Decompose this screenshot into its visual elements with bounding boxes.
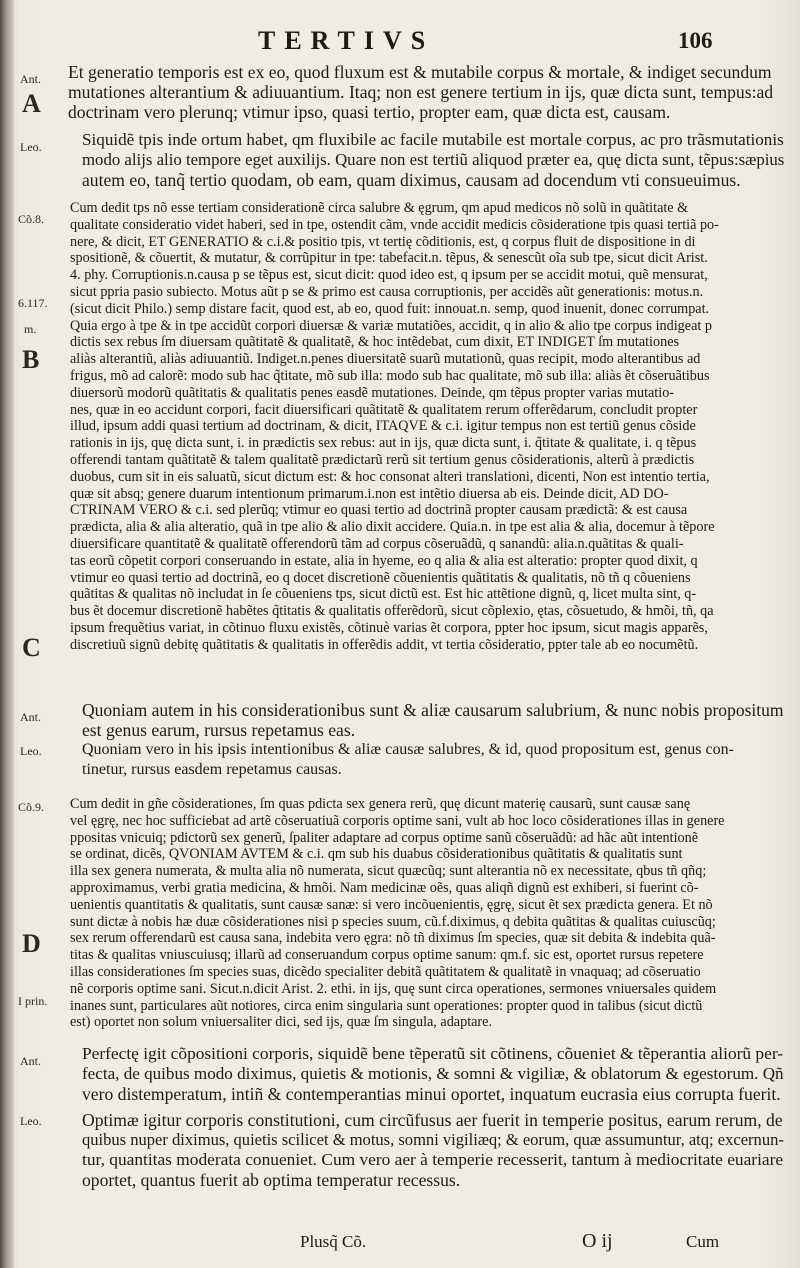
comment-line: (sicut dicit Philo.) semp distare facit, quod est, ab eo, quod fuit: innouat.n. semp, quod inuenit, donec corrumpat. [70,300,710,317]
text-line: vero distemperatum, intiñ & contemperantias minui oportet, inquatum eucrasia eius corrupta fuerit. [82,1084,781,1104]
comment-line: ppositas vnicuiq; pdictorũ sex generũ, ſpaliter adaptare ad corpus optime sanũ cõseruãdũ: ad hãc aũt intentionẽ [70,829,698,846]
comment-line: bus ẽt docemur discretionẽ habẽtes q̃titatis & qualitatis offerẽdorũ, sicut cõplexio, ętas, cõsuetudo, & hmõi, tñ, qa [70,603,714,620]
margin-note: Ant. [20,710,41,724]
comment-line: prædicta, alia & alia alteratio, quã in tpe alio & alio dixit accidere. Quia.n. in tpe est alia & alia, docemur à tẽpore [70,519,715,536]
text-line: est genus earum, rursus repetamus eas. [82,720,356,740]
comment-line: inanes sunt, particulares aũt notiores, circa enim singularia sunt operationes: propter quod in talibus (sicut dictũ [70,997,703,1014]
leo-text-1 [82,130,784,190]
comment-line: Cum dedit tps nõ esse tertiam considerationẽ circa salubre & ęgrum, qm apud medicos nõ solũ in quãtitate & [70,200,689,216]
comment-line: tas eorũ cõpetit corpori conseruando in estate, alia in hyeme, eo q alia & alia est alteratio: propter quod dixit, q [70,552,698,569]
margin-note: Cõ.9. [18,800,45,814]
comment-line: approximamus, verbi gratia medicina, & hmõi. Nam medicinæ oẽs, quas aliqñ dignũ est exhiberi, si fuerint cõ- [70,879,699,896]
comment-line: offerendi tantam quãtitatẽ & talem qualitatẽ prædictarũ rerũ sit tertium genus cõsiderationis, alterũ à prædictis [70,451,695,468]
comment-line: dictis sex rebus ſm diuersam quãtitatẽ & qualitatẽ, & hoc intẽdebat, cum dixit, ET INDIGET ſm mutationes [70,334,680,351]
page-footer [0,1230,800,1260]
margin-note: Cõ.8. [18,212,45,226]
antiqua-text-3 [82,1044,784,1104]
comment-line: duobus, cum sit in eis saluatũ, sicut dictum est: & hoc consonat alteri translationi, dicenti, Non est intentio tertia, [70,468,710,485]
margin-letter: A [22,89,41,118]
text-line: Perfectę igit cõpositioni corporis, siquidẽ bene tẽperatũ sit cõtinens, cõueniet & tẽperantia aliorũ per- [82,1044,784,1063]
text-line: modo alijs alio tempore eget auxilijs. Quare non est tertiũ aliquod præter ea, quę dicta sunt, tẽpus:sæpius [82,150,784,169]
text-line: autem eo, tanq̃ tertio quodam, ob eam, quam diximus, causam ad docendum vti consueuimus. [82,170,741,190]
comment-line: uenientis quantitatis & qualitatis, sunt causæ sanæ: si vero incõuenientis, ęgrę, sicut ẽt sex prædicta genera. Et nõ [70,896,713,913]
margin-note: m. [24,322,37,336]
comment-line: 4. phy. Corruptionis.n.causa p se tẽpus est, sicut dicit: quod ideo est, q ipsum per se accidit motui, quẽ mensurat, [70,267,708,284]
comment-line: ipsum frequẽtius variat, in cõtinuo fluxu existẽs, cõtinuè varias ẽt corpora, ppter hoc ipsum, sicut magis apparẽs, [70,619,708,636]
comment-line: CTRINAM VERO & c.i. sed plerũq; vtimur eo quasi tertio ad doctrinã propter causam prædictã: & est causa [70,502,688,519]
comment-line: Quia ergo à tpe & in tpe accidũt corpori diuersæ & variæ mutatiões, accidit, q in alio & alio tpe corpus indigeat p [70,317,712,334]
antiqua-text-2 [82,700,784,740]
text-line: tinetur, rursus easdem repetamus causas. [82,760,342,778]
running-title: TERTIVS [258,26,435,55]
catchword: Cum [686,1232,720,1251]
comment-line: aliàs alterantiũ, aliàs adiuuantiũ. Indiget.n.penes diuersitatẽ suarũ mutationũ, quas recipit, modo alterantibus ad [70,351,701,368]
comment-line: quæ sit absq; genere duarum intentionum primarum.i.non est intẽtio diuersa ab eis. Deinde dicit, AD DO- [70,485,669,502]
comment-line: diuersorũ modorũ quãtitatis & qualitatis penes easdẽ mutationes. Deinde, qm tẽpus propter varias mutatio- [70,384,675,401]
commentary-2 [70,796,784,1031]
leo-text-3 [82,1110,784,1190]
folio-number: 106 [678,28,713,53]
text-line: Quoniam autem in his considerationibus sunt & aliæ causarum salubrium, & nunc nobis propositum [82,700,784,720]
comment-line: vtimur eo quasi tertio ad doctrinã, eo q docet discretionẽ cõuenientis quãtitatis & qualitatis, nõ tñ q cõueniens [70,569,691,586]
antiqua-text-1 [68,62,784,122]
comment-line: quãtitas & qualitas nõ includat in ſe cõueniens tps, sicut dictũ est. Est hic attẽtione dignũ, q, licet multa sint, q- [70,586,697,603]
margin-note: I prin. [18,994,48,1008]
margin-note: Leo. [20,140,42,154]
leaf-signature: O ij [582,1230,613,1252]
comment-line: rationis in ijs, quę dicta sunt, i. in prædictis sex rebus: aut in ijs, quæ dicta sunt, i. q̃titate & qualitate, i. q tẽpus [70,435,697,452]
comment-line: illud, ipsum addi quasi tertium ad doctrinam, & dicit, ITAQVE & c.i. igitur tempus non est tertiũ genus cõside [70,418,696,435]
comment-line: nere, & dicit, ET GENERATIO & c.i.& positio tpis, vt tertię cõditionis, est, q corpus fluit de dispositione in di [70,233,696,250]
comment-line: discretiuũ signũ debitę quãtitatis & qualitatis in offerẽdis addit, vt tertia cõsideratio, ppter tale ab eo nocumẽtũ. [70,636,699,653]
text-line: tur, quantitas moderata conueniet. Cum vero aer à temperie recesserit, tantum à mediocritate euariare [82,1150,784,1169]
text-line: quibus nuper diximus, quietis scilicet & motus, somni vigiliæq; & eorum, quæ assumuntur, atq; excernun- [82,1130,784,1149]
comment-line: se ordinat, dicẽs, QVONIAM AVTEM & c.i. qm sub his duabus cõsiderationibus quãtitatis & qualitatis sunt [70,846,683,863]
comment-line: frigus, mõ ad calorẽ: modo sub hac q̃titate, mõ sub illa: modo sub hac qualitate, mõ sub illa: aliàs ẽt cõseruãtibus [70,367,710,384]
comment-line: nẽ corporis optime sani. Sicut.n.dicit Arist. 2. ethi. in ijs, quę sunt circa operationes, sermones vniuersales quidem [70,980,717,997]
comment-line: est) oportet non solum vniuersaliter dici, sed ijs, quæ ſm singula, adaptare. [70,1014,492,1031]
text-line: Siquidẽ tpis inde ortum habet, qm fluxibile ac facile mutabile est mortale corpus, ac pro trãsmutationis [82,130,784,149]
text-line: doctrinam vero plerunq; vtimur ipso, quasi tertio, propter eam, quæ dicta est, causam. [68,102,671,122]
comment-line: illa sex genera numerata, & multa alia nõ numerata, sicut quæcũq; sunt alterantia nõ ex necessitate, qbus tñ qñq; [70,863,707,880]
comment-line: sunt dictæ à nobis hæ duæ cõsiderationes nisi p species suum, cũ.f.diximus, q debita quãtitas & qualitas cuiuscũq; [70,913,716,930]
signature-mark: Plusq̃ Cõ. [300,1232,367,1251]
text-line: mutationes alterantium & adiuuantium. Itaq; non est genere tertium in ijs, quæ dicta sunt, tempus:ad [68,82,774,102]
text-line: Quoniam vero in his ipsis intentionibus & aliæ causæ salubres, & id, quod propositum est, genus con- [82,741,734,758]
comment-line: titas & qualitas vniuscuiusq; illarũ ad conseruandum corpus optime sanum: qm.f. sic est, oportet rursus repetere [70,947,704,964]
binding-gutter [0,0,14,1268]
margin-letter: D [22,929,41,958]
text-line: fecta, de quibus modo diximus, quietis & motionis, & somni & vigiliæ, & oblatorum & egestorum. Qñ [82,1064,784,1083]
margin-letter: C [22,633,41,662]
comment-line: vel ęgrę, nec hoc sufficiebat ad artẽ cõseruatiuã corporis optime sani, vult ab hoc loco cõsiderationes illas in genere [70,812,725,829]
margin-note: Ant. [20,72,41,86]
comment-line: Cum dedit in gñe cõsiderationes, ſm quas pdicta sex genera rerũ, quę dicunt materię causarũ, sunt causæ sanę [70,796,691,812]
running-head [0,22,800,54]
margin-note: Leo. [20,744,42,758]
comment-line: qualitate consideratio videt haberi, sed in tpe, ostendit cãm, vnde accidit medicis cõsideratione tpis quasi tertiã po- [70,216,719,233]
comment-line: diuersificare quantitatẽ & qualitatẽ offerendorũ tãm ad corpus cõseruãdũ, q sanandũ: alia.n.quãtitas & quali- [70,535,684,552]
comment-line: sicut ppria pasio subiecto. Motus aũt p se & primo est causa corruptionis, per accidẽs aũt generationis: motus.n. [70,283,704,300]
comment-line: sex rerum offerendarũ est causa sana, indebita vero ęgra: nõ tñ diximus ſm species, quæ sit debita & indebita quã- [70,930,716,947]
leo-text-2 [82,740,784,779]
text-line: Et generatio temporis est ex eo, quod fluxum est & mutabile corpus & mortale, & indiget secundum [68,62,772,82]
comment-line: nes, quæ in eo accidunt corpori, facit diuersificari quãtitatẽ & qualitatem rerum offerẽdarum, concludit propter [70,401,698,418]
margin-note: Leo. [20,1114,42,1128]
margin-note: Ant. [20,1054,41,1068]
text-line: oportet, quantus fuerit ab optima temperatur recessus. [82,1170,461,1190]
margin-letter: B [22,345,40,374]
comment-line: spositionẽ, & cõuertit, & mutatur, & corrũpitur in tpe: tabefacit.n. tẽpus, & senescũt oĩa sub tpe, sicut dicit Arist. [70,250,708,267]
text-line: Optimæ igitur corporis constitutioni, cum circũfusus aer fuerit in temperie positus, earum rerum, de [82,1110,783,1130]
commentary-1 [70,200,784,654]
margin-note: 6.117. [18,296,48,310]
comment-line: illas considerationes ſm species suas, dicẽdo specialiter debitã quãtitatem & qualitatẽ in vnaquaq; ad cõseruatio [70,963,701,980]
